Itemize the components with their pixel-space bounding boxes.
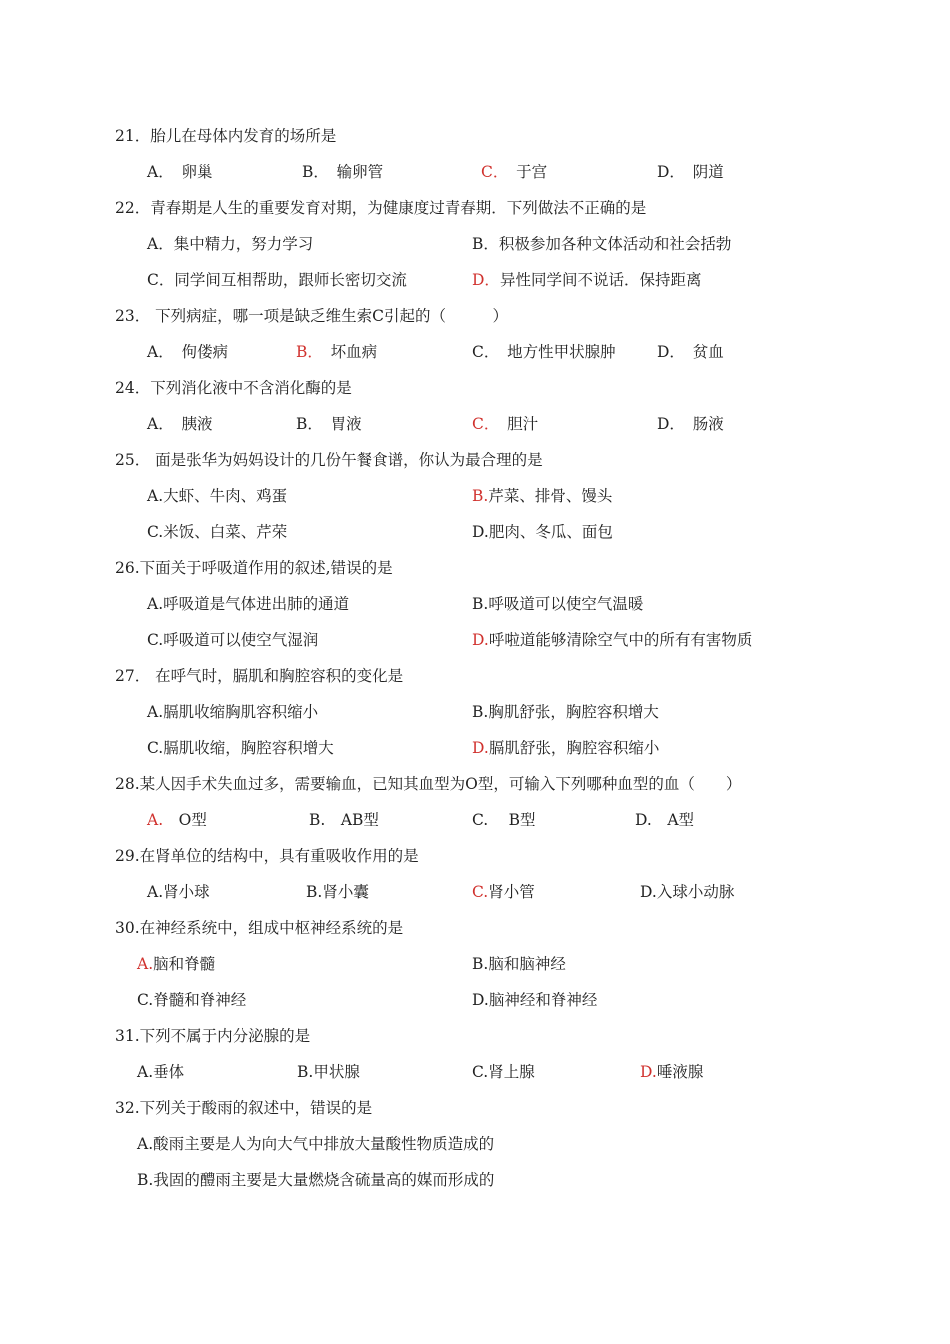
option-letter: A. xyxy=(147,487,164,505)
answer-option xyxy=(472,519,613,545)
answer-option xyxy=(472,987,597,1013)
answer-option xyxy=(137,1167,494,1193)
option-letter: D． xyxy=(472,271,500,289)
answer-option xyxy=(472,879,535,905)
option-text: 卵巢 xyxy=(165,163,213,181)
option-text: 异性同学间不说话．保持距离 xyxy=(499,271,702,289)
option-letter: C． xyxy=(472,343,492,361)
option-letter: C． xyxy=(481,163,501,181)
option-letter: A． xyxy=(147,163,166,181)
option-text: 积极参加各种文体活动和社会括勃 xyxy=(498,235,732,253)
options-row xyxy=(0,339,950,365)
option-text: AB型 xyxy=(325,811,379,829)
answer-option xyxy=(147,231,313,257)
answer-option xyxy=(472,231,731,257)
question-stem: 24．下列消化液中不含消化酶的是 xyxy=(115,379,352,397)
option-text: 坏血病 xyxy=(315,343,378,361)
option-letter: D． xyxy=(657,163,678,181)
option-letter: A. xyxy=(147,883,164,901)
option-letter: B． xyxy=(302,163,322,181)
answer-option xyxy=(147,483,287,509)
option-text: 膈肌收缩，胸腔容积增大 xyxy=(163,739,334,757)
option-text: 佝偻病 xyxy=(165,343,228,361)
options-row xyxy=(0,951,950,977)
option-text: 呼吸道可以使空气温暖 xyxy=(488,595,644,613)
option-text: 肾上腺 xyxy=(488,1063,535,1081)
option-letter: B. xyxy=(137,1171,154,1189)
options-row xyxy=(0,627,950,653)
question-stem: 25． 面是张华为妈妈设计的几份午餐食谱，你认为最合理的是 xyxy=(115,451,543,469)
option-text: 肠液 xyxy=(677,415,724,433)
options-row xyxy=(0,267,950,293)
answer-option xyxy=(137,987,246,1013)
option-letter: B． xyxy=(472,235,499,253)
answer-option xyxy=(472,339,616,365)
option-text: B型 xyxy=(488,811,536,829)
option-text: 脑神经和脊神经 xyxy=(488,991,598,1009)
answer-option xyxy=(306,879,369,905)
answer-option xyxy=(472,627,752,653)
answer-option xyxy=(472,267,701,293)
option-text: 胰液 xyxy=(165,415,213,433)
option-letter: C． xyxy=(147,271,175,289)
option-text: 脑和脊髓 xyxy=(153,955,216,973)
option-letter: C. xyxy=(472,883,489,901)
options-row xyxy=(0,807,950,833)
option-text: 肥肉、冬瓜、面包 xyxy=(488,523,613,541)
answer-option xyxy=(481,159,547,185)
option-letter: B. xyxy=(472,955,489,973)
answer-option xyxy=(137,1059,184,1085)
option-text: 阴道 xyxy=(677,163,724,181)
answer-option xyxy=(137,951,215,977)
answer-option xyxy=(296,339,377,365)
answer-option xyxy=(472,1059,535,1085)
option-letter: A. xyxy=(137,955,154,973)
option-text: 大虾、牛肉、鸡蛋 xyxy=(163,487,288,505)
answer-option xyxy=(657,411,724,437)
answer-option xyxy=(147,879,210,905)
answer-option xyxy=(147,267,407,293)
option-letter: B． xyxy=(296,415,316,433)
question-stem: 29.在肾单位的结构中，具有重吸收作用的是 xyxy=(115,847,419,865)
option-letter: B. xyxy=(472,703,489,721)
answer-option xyxy=(472,483,612,509)
answer-option xyxy=(147,735,334,761)
options-row xyxy=(0,231,950,257)
option-letter: D. xyxy=(472,523,489,541)
answer-option xyxy=(657,159,724,185)
option-text: 脊髓和脊神经 xyxy=(153,991,247,1009)
option-letter: A. xyxy=(137,1135,154,1153)
option-text: 贫血 xyxy=(677,343,724,361)
option-text: 同学间互相帮助，跟师长密切交流 xyxy=(174,271,407,289)
answer-option xyxy=(472,411,538,437)
answer-option xyxy=(147,591,349,617)
answer-option xyxy=(309,807,379,833)
option-letter: A． xyxy=(147,343,166,361)
option-letter: C. xyxy=(472,1063,489,1081)
option-letter: B． xyxy=(296,343,316,361)
option-letter: B. xyxy=(472,487,489,505)
answer-option xyxy=(472,951,566,977)
option-letter: C. xyxy=(147,631,164,649)
option-text: 垂体 xyxy=(153,1063,185,1081)
options-row xyxy=(0,1167,950,1193)
options-row xyxy=(0,879,950,905)
option-letter: D． xyxy=(657,343,678,361)
question-stem: 26.下面关于呼吸道作用的叙述,错误的是 xyxy=(115,559,393,577)
option-letter: D. xyxy=(472,739,489,757)
option-text: 我固的醴雨主要是大量燃烧含硫量高的媒而形成的 xyxy=(153,1171,495,1189)
option-letter: D. xyxy=(640,1063,657,1081)
question-stem: 21．胎儿在母体内发育的场所是 xyxy=(115,127,337,145)
option-letter: C. xyxy=(137,991,154,1009)
answer-option xyxy=(147,411,212,437)
options-row xyxy=(0,1059,950,1085)
option-text: 于宫 xyxy=(500,163,548,181)
option-text: 脑和脑神经 xyxy=(488,955,566,973)
option-letter: B. xyxy=(297,1063,314,1081)
option-letter: A． xyxy=(147,235,174,253)
option-text: A型 xyxy=(651,811,695,829)
option-letter: C． xyxy=(472,415,492,433)
answer-option xyxy=(472,591,643,617)
answer-option xyxy=(147,159,212,185)
option-text: 芹菜、排骨、馒头 xyxy=(488,487,613,505)
answer-option xyxy=(472,699,659,725)
options-row xyxy=(0,1131,950,1157)
answer-option xyxy=(640,879,734,905)
option-text: 膈肌舒张，胸腔容积缩小 xyxy=(488,739,660,757)
answer-option xyxy=(296,411,362,437)
options-row xyxy=(0,987,950,1013)
options-row xyxy=(0,519,950,545)
option-text: 输卵管 xyxy=(321,163,384,181)
option-letter: D. xyxy=(640,883,657,901)
answer-option xyxy=(472,807,536,833)
question-stem: 28.某人因手术失血过多，需要输血，已知其血型为O型，可输入下列哪种血型的血（ ） xyxy=(115,775,742,793)
option-text: 膈肌收缩胸肌容积缩小 xyxy=(163,703,319,721)
option-text: 集中精力，努力学习 xyxy=(173,235,314,253)
answer-option xyxy=(147,339,228,365)
option-text: 米饭、白菜、芹荣 xyxy=(163,523,288,541)
option-text: 呼吸道是气体进出肺的通道 xyxy=(163,595,350,613)
answer-option xyxy=(657,339,724,365)
answer-option xyxy=(302,159,383,185)
option-letter: C. xyxy=(147,523,164,541)
option-letter: A. xyxy=(147,811,164,829)
options-row xyxy=(0,411,950,437)
answer-option xyxy=(137,1131,494,1157)
options-row xyxy=(0,159,950,185)
option-letter: B. xyxy=(306,883,323,901)
question-stem: 23． 下列病症，哪一项是缺乏维生索C引起的（ ） xyxy=(115,307,509,325)
answer-option xyxy=(147,627,318,653)
question-stem: 32.下列关于酸雨的叙述中，错误的是 xyxy=(115,1099,373,1117)
answer-option xyxy=(640,1059,703,1085)
answer-option xyxy=(297,1059,360,1085)
answer-option xyxy=(147,519,287,545)
answer-option xyxy=(147,699,318,725)
question-stem: 27． 在呼气时，膈肌和胸腔容积的变化是 xyxy=(115,667,404,685)
option-text: O型 xyxy=(163,811,207,829)
option-text: 地方性甲状腺肿 xyxy=(491,343,616,361)
options-row xyxy=(0,591,950,617)
option-text: 肾小管 xyxy=(488,883,535,901)
option-letter: D. xyxy=(472,991,489,1009)
option-letter: D． xyxy=(657,415,678,433)
option-letter: A. xyxy=(147,703,164,721)
option-letter: C. xyxy=(147,739,164,757)
option-letter: B. xyxy=(472,595,489,613)
option-text: 胸肌舒张，胸腔容积增大 xyxy=(488,703,659,721)
answer-option xyxy=(147,807,207,833)
option-letter: A. xyxy=(137,1063,154,1081)
option-letter: C. xyxy=(472,811,489,829)
question-stem: 30.在神经系统中，组成中枢神经系统的是 xyxy=(115,919,404,937)
option-text: 胃液 xyxy=(315,415,362,433)
question-stem: 22．青春期是人生的重要发育对期，为健康度过青春期．下列做法不正确的是 xyxy=(115,199,647,217)
option-letter: A. xyxy=(147,595,164,613)
option-text: 肾小囊 xyxy=(322,883,369,901)
option-text: 呼吸道可以使空气湿润 xyxy=(163,631,319,649)
options-row xyxy=(0,483,950,509)
option-text: 酸雨主要是人为向大气中排放大量酸性物质造成的 xyxy=(153,1135,495,1153)
option-text: 呼啦道能够清除空气中的所有有害物质 xyxy=(488,631,753,649)
option-text: 甲状腺 xyxy=(313,1063,360,1081)
option-text: 入球小动脉 xyxy=(656,883,735,901)
option-letter: B. xyxy=(309,811,326,829)
answer-option xyxy=(635,807,694,833)
option-text: 肾小球 xyxy=(163,883,210,901)
option-text: 胆汁 xyxy=(491,415,539,433)
option-letter: D. xyxy=(472,631,489,649)
option-letter: A． xyxy=(147,415,166,433)
option-letter: D. xyxy=(635,811,652,829)
options-row xyxy=(0,735,950,761)
answer-option xyxy=(472,735,659,761)
options-row xyxy=(0,699,950,725)
option-text: 唾液腺 xyxy=(656,1063,704,1081)
question-stem: 31.下列不属于内分泌腺的是 xyxy=(115,1027,311,1045)
